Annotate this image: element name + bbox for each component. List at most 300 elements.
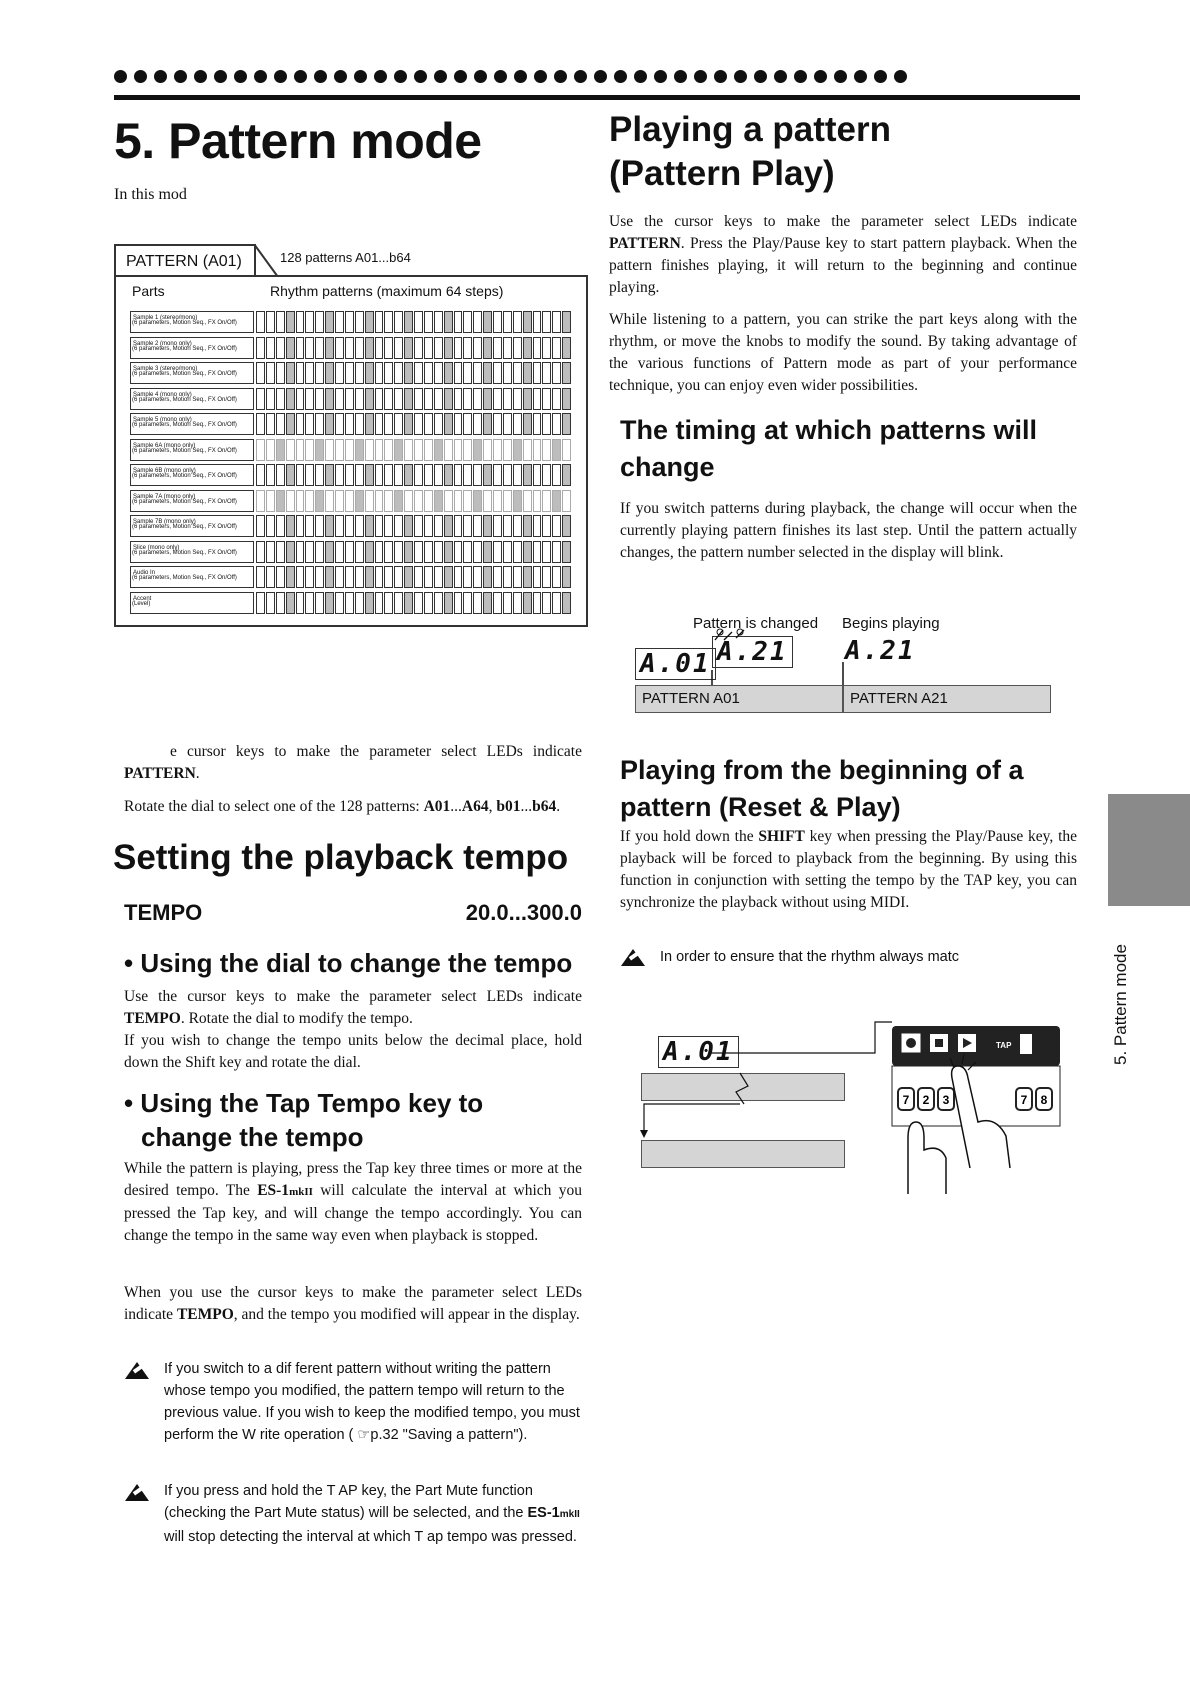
step-cell: [296, 592, 305, 614]
step-cell: [542, 490, 551, 512]
step-cell: [533, 311, 542, 333]
pattern-part-row: [130, 388, 572, 410]
step-cell: [493, 566, 502, 588]
step-cell: [256, 311, 265, 333]
panel-key: 3: [942, 1093, 950, 1107]
step-cell: [533, 566, 542, 588]
display-a01: A.01: [635, 648, 716, 680]
step-cell: [286, 515, 295, 537]
part-name: Audio In: [130, 566, 254, 588]
step-cell: [266, 566, 275, 588]
step-cell: [256, 337, 265, 359]
step-cell: [375, 413, 384, 435]
step-cell: [552, 490, 561, 512]
step-cell: [473, 413, 482, 435]
part-name: Sample 7A (mono only): [130, 490, 254, 512]
step-cell: [375, 464, 384, 486]
step-cell: [355, 439, 364, 461]
step-cell: [503, 311, 512, 333]
part-desc: (6 parameters, Motion Seq., FX On/Off): [132, 524, 237, 530]
step-cell: [473, 490, 482, 512]
step-cell: [315, 541, 324, 563]
header-dot: [154, 70, 167, 83]
part-desc: (6 parameters, Motion Seq., FX On/Off): [132, 549, 237, 556]
part-desc: (6 parameters, Motion Seq., FX On/Off): [132, 345, 237, 352]
pattern-range-label: 128 patterns A01...b64: [280, 250, 411, 265]
part-name: Accent: [130, 592, 254, 614]
step-cell: [375, 362, 384, 384]
step-cell: [424, 362, 433, 384]
step-cell: [325, 464, 334, 486]
step-cell: [325, 592, 334, 614]
step-cell: [463, 592, 472, 614]
step-cell: [384, 464, 393, 486]
step-cell: [533, 490, 542, 512]
header-dot: [294, 70, 307, 83]
pattern-part-row: [130, 566, 572, 588]
step-cell: [483, 413, 492, 435]
step-cell: [305, 541, 314, 563]
step-cell: [355, 515, 364, 537]
step-cell: [434, 337, 443, 359]
panel-key: 2: [922, 1093, 930, 1107]
step-cell: [454, 311, 463, 333]
play-paragraph-1: Use the cursor keys to make the parameter select LEDs indicate PATTERN. Press the Play/Pause key to start pattern playback. When the pattern finishes playing, it will return to the beginning and continue playing.: [609, 213, 1077, 296]
step-cell: [305, 566, 314, 588]
step-cell: [315, 388, 324, 410]
header-dot: [194, 70, 207, 83]
header-dot: [234, 70, 247, 83]
step-cell: [414, 464, 423, 486]
header-dot: [514, 70, 527, 83]
step-cell: [305, 337, 314, 359]
step-cell: [404, 337, 413, 359]
step-cell: [355, 464, 364, 486]
display-a21: A.21: [845, 636, 916, 666]
step-cell: [493, 413, 502, 435]
step-cell: [355, 592, 364, 614]
reset-paragraph: If you hold down the SHIFT key when pressing the Play/Pause key, the playback will be forced to playback from the beginning. By using this function in conjunction with setting the tempo by the TAP key, you can synchronize the playback without using MIDI.: [620, 828, 1078, 911]
pattern-part-row: [130, 592, 572, 614]
step-cell: [365, 490, 374, 512]
step-cell: [375, 592, 384, 614]
step-cell: [286, 337, 295, 359]
step-cell: [562, 388, 571, 410]
part-name: Sample 7B (mono only): [130, 515, 254, 537]
pattern-tab-label: PATTERN (A01): [114, 244, 256, 276]
steps-column-header: Rhythm patterns (maximum 64 steps): [270, 283, 504, 299]
step-cell: [434, 413, 443, 435]
step-cell: [552, 464, 561, 486]
step-cell: [424, 541, 433, 563]
step-cell: [503, 413, 512, 435]
step-cell: [276, 413, 285, 435]
step-cell: [473, 337, 482, 359]
timing-heading: The timing at which patterns will change: [620, 415, 1038, 482]
reset-heading: Playing from the beginning of a pattern (Reset & Play): [620, 755, 1024, 822]
step-cell: [493, 311, 502, 333]
step-cell: [473, 388, 482, 410]
step-cell: [375, 311, 384, 333]
pattern-a21-bar: PATTERN A21: [843, 685, 1051, 713]
step-cell: [394, 541, 403, 563]
step-cell: [266, 490, 275, 512]
step-cell: [414, 592, 423, 614]
pattern-part-row: [130, 515, 572, 537]
step-cell: [513, 592, 522, 614]
step-cell: [286, 413, 295, 435]
step-cell: [552, 541, 561, 563]
step-cell: [394, 362, 403, 384]
step-cell: [513, 311, 522, 333]
step-cell: [493, 388, 502, 410]
step-cell: [463, 439, 472, 461]
part-name: Sample 6B (mono only): [130, 464, 254, 486]
step-cell: [335, 413, 344, 435]
step-cell: [444, 362, 453, 384]
step-cell: [256, 566, 265, 588]
step-cell: [286, 311, 295, 333]
step-cell: [384, 413, 393, 435]
step-cell: [434, 566, 443, 588]
step-cell: [493, 362, 502, 384]
step-cell: [276, 362, 285, 384]
panel-key: 7: [1020, 1093, 1028, 1107]
step-cell: [335, 337, 344, 359]
step-cell: [266, 515, 275, 537]
step-cell: [414, 413, 423, 435]
step-cell: [454, 337, 463, 359]
header-dot: [754, 70, 767, 83]
step-cell: [463, 413, 472, 435]
step-cell: [384, 311, 393, 333]
note-tempo-revert: If you switch to a dif ferent pattern without writing the pattern whose tempo you modified, the pattern tempo will return to the previous value. If you wish to keep the modified tempo, you must perform the W rite operation ( ☞p.32 "Saving a pattern").: [164, 1361, 580, 1443]
step-cell: [305, 490, 314, 512]
step-cell: [533, 413, 542, 435]
header-dot: [214, 70, 227, 83]
tap-key-label: TAP: [996, 1041, 1012, 1050]
header-dot: [794, 70, 807, 83]
step-cell: [305, 464, 314, 486]
step-cell: [276, 490, 285, 512]
step-cell: [394, 337, 403, 359]
step-cell: [552, 413, 561, 435]
reset-arrows: [640, 1018, 900, 1148]
step-cell: [493, 439, 502, 461]
pattern-part-row: [130, 311, 572, 333]
side-tab-label: [1106, 920, 1134, 1070]
step-cell: [345, 337, 354, 359]
step-cell: [424, 515, 433, 537]
step-cell: [266, 388, 275, 410]
step-cell: [503, 566, 512, 588]
step-cell: [315, 515, 324, 537]
step-cell: [256, 490, 265, 512]
step-cell: [533, 439, 542, 461]
step-cell: [305, 515, 314, 537]
step-cell: [533, 541, 542, 563]
step-cell: [276, 439, 285, 461]
step-cell: [375, 439, 384, 461]
step-cell: [345, 464, 354, 486]
step-cell: [562, 566, 571, 588]
step-cell: [444, 337, 453, 359]
dial-paragraph: Use the cursor keys to make the parameter select LEDs indicate TEMPO. Rotate the dial to modify the tempo. If you wish to change the tempo units below the decimal place, hold down the Shift key and rotate the dial.: [124, 988, 582, 1071]
step-cell: [523, 439, 532, 461]
step-cell: [384, 541, 393, 563]
step-cell: [375, 566, 384, 588]
part-desc: (6 parameters, Motion Seq., FX On/Off): [132, 498, 237, 505]
panel-key: 7: [902, 1093, 910, 1107]
step-cell: [454, 413, 463, 435]
header-dot: [674, 70, 687, 83]
header-dot: [454, 70, 467, 83]
step-cell: [463, 464, 472, 486]
step-cell: [444, 592, 453, 614]
part-name: Sample 4 (mono only): [130, 388, 254, 410]
pattern-part-row: [130, 464, 572, 486]
step-cell: [562, 464, 571, 486]
step-cell: [523, 311, 532, 333]
step-cell: [286, 362, 295, 384]
step-cell: [375, 337, 384, 359]
step-cell: [394, 388, 403, 410]
step-cell: [542, 362, 551, 384]
step-cell: [375, 490, 384, 512]
step-cell: [286, 566, 295, 588]
step-cell: [286, 592, 295, 614]
step-cell: [523, 541, 532, 563]
step-cell: [276, 515, 285, 537]
step-cell: [493, 541, 502, 563]
header-dot: [854, 70, 867, 83]
step-cell: [542, 515, 551, 537]
step-cell: [463, 337, 472, 359]
step-cell: [454, 388, 463, 410]
step-cell: [444, 388, 453, 410]
step-cell: [434, 388, 443, 410]
parts-column-header: Parts: [132, 283, 165, 299]
part-desc: (6 parameters, Motion Seq., FX On/Off): [132, 473, 237, 479]
step-cell: [473, 541, 482, 563]
step-cell: [315, 311, 324, 333]
step-cell: [542, 592, 551, 614]
step-cell: [414, 311, 423, 333]
step-cell: [434, 592, 443, 614]
step-cell: [414, 515, 423, 537]
step-cell: [345, 439, 354, 461]
step-cell: [424, 388, 433, 410]
step-cell: [266, 464, 275, 486]
step-cell: [345, 592, 354, 614]
step-cell: [483, 388, 492, 410]
part-name: Sample 5 (mono only): [130, 413, 254, 435]
dial-heading: • Using the dial to change the tempo: [124, 948, 573, 978]
step-cell: [345, 413, 354, 435]
step-cell: [493, 490, 502, 512]
step-cell: [286, 439, 295, 461]
step-cell: [315, 592, 324, 614]
step-cell: [256, 362, 265, 384]
step-cell: [483, 439, 492, 461]
part-desc: (6 parameters, Motion Seq., FX On/Off): [132, 422, 237, 428]
step-cell: [463, 515, 472, 537]
step-cell: [533, 388, 542, 410]
step-cell: [533, 337, 542, 359]
step-cell: [256, 464, 265, 486]
step-cell: [335, 541, 344, 563]
header-dot: [394, 70, 407, 83]
step-cell: [384, 337, 393, 359]
step-cell: [325, 388, 334, 410]
step-cell: [562, 541, 571, 563]
step-cell: [296, 311, 305, 333]
part-name: Sample 1 (stereo/mono): [130, 311, 254, 333]
step-cell: [404, 439, 413, 461]
step-cell: [434, 311, 443, 333]
cursor-instruction: e cursor keys to make the parameter select LEDs indicate PATTERN.: [124, 743, 582, 782]
step-cell: [533, 592, 542, 614]
step-cell: [503, 490, 512, 512]
step-cell: [345, 541, 354, 563]
step-cell: [444, 439, 453, 461]
step-cell: [473, 592, 482, 614]
header-dot: [114, 70, 127, 83]
step-cell: [365, 464, 374, 486]
step-cell: [414, 362, 423, 384]
step-cell: [365, 413, 374, 435]
step-cell: [335, 439, 344, 461]
step-cell: [542, 337, 551, 359]
step-cell: [256, 413, 265, 435]
header-dot: [814, 70, 827, 83]
step-cell: [552, 566, 561, 588]
step-cell: [444, 490, 453, 512]
step-cell: [552, 337, 561, 359]
header-dot: [614, 70, 627, 83]
step-cell: [542, 541, 551, 563]
step-cell: [542, 388, 551, 410]
step-cell: [394, 592, 403, 614]
step-cell: [523, 388, 532, 410]
step-cell: [562, 337, 571, 359]
step-cell: [315, 566, 324, 588]
step-cell: [414, 337, 423, 359]
step-cell: [345, 362, 354, 384]
pattern-part-row: [130, 490, 572, 512]
step-cell: [424, 413, 433, 435]
part-desc: (6 parameters, Motion Seq., FX On/Off): [132, 371, 237, 377]
step-cell: [335, 388, 344, 410]
header-dot: [474, 70, 487, 83]
header-dot: [534, 70, 547, 83]
step-cell: [562, 311, 571, 333]
step-cell: [325, 362, 334, 384]
pattern-changed-label: Pattern is changed: [693, 615, 819, 632]
step-cell: [266, 337, 275, 359]
step-cell: [335, 362, 344, 384]
page-title: 5. Pattern mode: [114, 113, 482, 169]
header-dot: [894, 70, 907, 83]
step-cell: [394, 413, 403, 435]
step-cell: [444, 541, 453, 563]
pattern-part-row: [130, 337, 572, 359]
step-cell: [404, 592, 413, 614]
step-cell: [355, 388, 364, 410]
step-cell: [305, 311, 314, 333]
step-cell: [562, 439, 571, 461]
pattern-part-row: [130, 541, 572, 563]
timing-paragraph: If you switch patterns during playback, the change will occur when the currently playing pattern finishes its last step. Until the pattern actually changes, the pattern number selected in the display will blink.: [620, 500, 1077, 561]
step-cell: [394, 439, 403, 461]
step-cell: [394, 490, 403, 512]
step-cell: [463, 311, 472, 333]
step-cell: [276, 541, 285, 563]
step-cell: [325, 490, 334, 512]
step-cell: [493, 515, 502, 537]
note-pencil-icon: [124, 1482, 150, 1502]
step-cell: [562, 515, 571, 537]
step-cell: [345, 490, 354, 512]
tap-paragraph-1: While the pattern is playing, press the Tap key three times or more at the desired tempo. The ES-1mkII will calculate the interval at which you pressed the Tap key, and will change the tempo accordingly. You can change the tempo in the same way even when playback is stopped.: [124, 1160, 582, 1244]
step-cell: [365, 388, 374, 410]
svg-text:5. Pattern mode: 5. Pattern mode: [1111, 944, 1130, 1065]
step-cell: [375, 541, 384, 563]
step-cell: [493, 337, 502, 359]
step-cell: [365, 592, 374, 614]
step-cell: [355, 490, 364, 512]
step-cell: [276, 388, 285, 410]
timing-arrows: [700, 626, 860, 694]
step-cell: [335, 311, 344, 333]
step-cell: [444, 413, 453, 435]
step-cell: [503, 515, 512, 537]
step-cell: [463, 362, 472, 384]
step-cell: [552, 388, 561, 410]
step-cell: [483, 337, 492, 359]
step-cell: [305, 592, 314, 614]
step-cell: [394, 515, 403, 537]
header-dot: [554, 70, 567, 83]
step-cell: [454, 362, 463, 384]
step-cell: [542, 566, 551, 588]
header-dot: [594, 70, 607, 83]
step-cell: [434, 464, 443, 486]
step-cell: [315, 337, 324, 359]
step-cell: [286, 464, 295, 486]
step-cell: [483, 464, 492, 486]
step-cell: [414, 541, 423, 563]
step-cell: [473, 311, 482, 333]
step-cell: [355, 362, 364, 384]
step-cell: [444, 464, 453, 486]
part-desc: (Level): [132, 600, 151, 607]
step-cell: [463, 490, 472, 512]
step-cell: [276, 592, 285, 614]
step-cell: [542, 413, 551, 435]
step-cell: [325, 541, 334, 563]
note-pencil-icon: [124, 1360, 150, 1380]
step-cell: [414, 490, 423, 512]
step-cell: [503, 541, 512, 563]
header-dot: [874, 70, 887, 83]
header-dot: [574, 70, 587, 83]
step-cell: [384, 566, 393, 588]
step-cell: [463, 566, 472, 588]
part-name: Sample 3 (stereo/mono): [130, 362, 254, 384]
step-cell: [523, 592, 532, 614]
play-paragraph-2: While listening to a pattern, you can strike the part keys along with the rhythm, or move the knobs to modify the sound. By taking advantage of the various functions of Pattern mode as part of your performance technique, you can enjoy even wider possibilities.: [609, 311, 1077, 394]
